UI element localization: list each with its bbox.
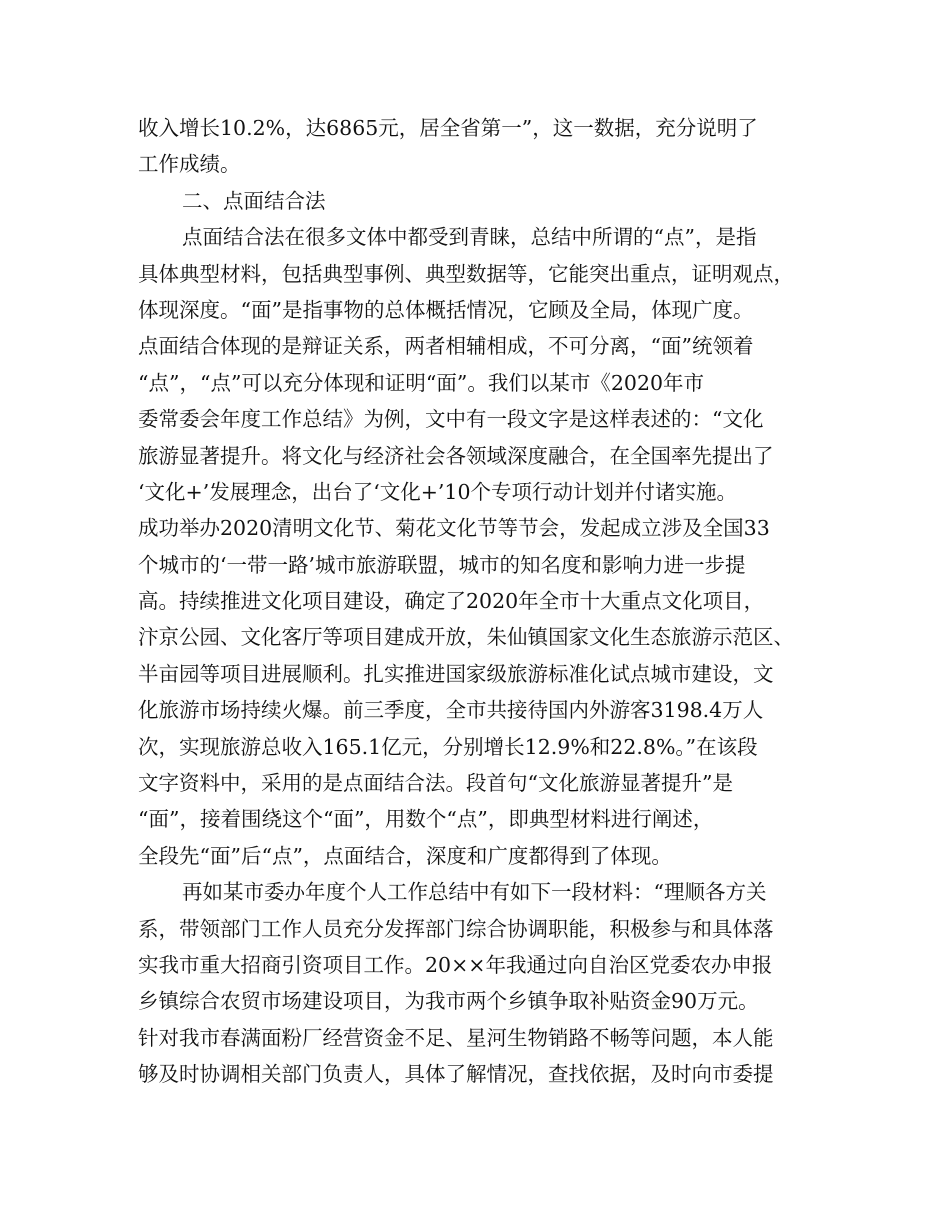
text-line: 具体典型材料，包括典型事例、典型数据等，它能突出重点，证明观点， — [138, 261, 794, 286]
text-line: 再如某市委办年度个人工作总结中有如下一段材料：“理顺各方关 — [182, 880, 767, 905]
section-heading: 二、点面结合法 — [182, 188, 326, 213]
text-line: 成功举办2020清明文化节、菊花文化节等节会，发起成立涉及全国33 — [138, 516, 770, 541]
text-line: 全段先“面”后“点”，点面结合，深度和广度都得到了体现。 — [138, 843, 672, 868]
text-line: 针对我市春满面粉厂经营资金不足、星河生物销路不畅等问题，本人能 — [138, 1025, 774, 1050]
text-line: 系，带领部门工作人员充分发挥部门综合协调职能，积极参与和具体落 — [138, 916, 774, 941]
text-line: 工作成绩。 — [138, 152, 241, 177]
text-line: 旅游显著提升。将文化与经济社会各领域深度融合，在全国率先提出了 — [138, 443, 774, 468]
text-line: 半亩园等项目进展顺利。扎实推进国家级旅游标准化试点城市建设，文 — [138, 661, 774, 686]
text-line: 点面结合体现的是辩证关系，两者相辅相成，不可分离，“面”统领着 — [138, 334, 754, 359]
text-line: 实我市重大招商引资项目工作。20××年我通过向自治区党委农办申报 — [138, 952, 773, 977]
text-line: 点面结合法在很多文体中都受到青睐，总结中所谓的“点”，是指 — [182, 225, 757, 250]
text-line: 收入增长10.2%，达6865元，居全省第一”，这一数据，充分说明了 — [138, 116, 758, 140]
text-line: “面”，接着围绕这个“面”，用数个“点”，即典型材料进行阐述， — [138, 807, 714, 832]
text-line: 乡镇综合农贸市场建设项目，为我市两个乡镇争取补贴资金90万元。 — [138, 989, 759, 1014]
text-line: ‘文化+’发展理念，出台了‘文化+’10个专项行动计划并付诸实施。 — [138, 479, 738, 504]
text-line: 汴京公园、文化客厅等项目建成开放，朱仙镇国家文化生态旅游示范区、 — [138, 625, 794, 650]
text-line: 次，实现旅游总收入165.1亿元，分别增长12.9%和22.8%。”在该段 — [138, 734, 758, 759]
document-body — [138, 110, 828, 1093]
text-line: 委常委会年度工作总结》为例，文中有一段文字是这样表述的：“文化 — [138, 407, 764, 432]
text-line: 够及时协调相关部门负责人，具体了解情况，查找依据，及时向市委提 — [138, 1062, 774, 1087]
text-line: 个城市的‘一带一路’城市旅游联盟，城市的知名度和影响力进一步提 — [138, 552, 746, 577]
text-line: 体现深度。“面”是指事物的总体概括情况，它顾及全局，体现广度。 — [138, 297, 754, 322]
text-line: 文字资料中，采用的是点面结合法。段首句“文化旅游显著提升”是 — [138, 771, 733, 796]
text-line: 高。持续推进文化项目建设，确定了2020年全市十大重点文化项目， — [138, 589, 765, 614]
text-line: 化旅游市场持续火爆。前三季度，全市共接待国内外游客3198.4万人 — [138, 698, 764, 723]
text-line: “点”，“点”可以充分体现和证明“面”。我们以某市《2020年市 — [138, 370, 705, 395]
